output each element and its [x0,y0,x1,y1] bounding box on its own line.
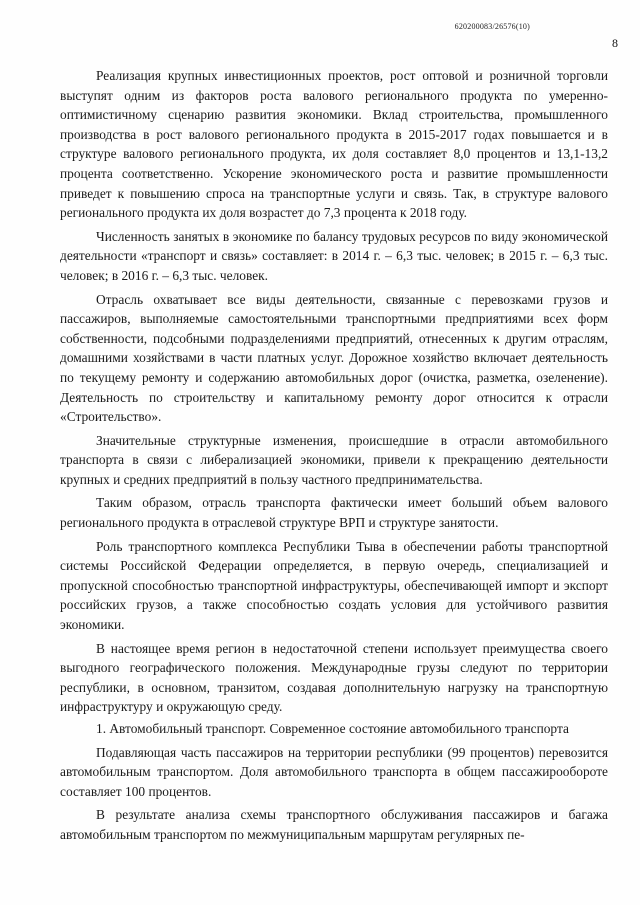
paragraph: Отрасль охватывает все виды деятельности, связанные с перевозками грузов и пассажиров, выполняемые самостоятельными транспортными предприятиями всех форм собственности, подсобными подразделениями предприятий, отнесенных к другим отраслям, домашними хозяйствами в части платных услуг. Дорожное хозяйство включает деятельность по текущему ремонту и содержанию автомобильных дорог (очистка, разметка, озеленение). Деятельность по строительству и капитальному ремонту дорог относится к отрасли «Строительство». [60,291,608,425]
paragraph: Значительные структурные изменения, происшедшие в отрасли автомобильного транспорта в связи с либерализацией экономики, привели к прекращению деятельности крупных и средних предприятий в пользу частного предпринимательства. [60,432,608,487]
document-body [60,66,608,845]
paragraph: Подавляющая часть пассажиров на территории республики (99 процентов) перевозится автомобильным транспортом. Доля автомобильного транспорта в общем пассажирообороте составляет 100 процентов. [60,744,608,799]
paragraph: В настоящее время регион в недостаточной степени использует преимущества своего выгодного географического положения. Международные грузы следуют по территории республики, в основном, транзитом, создавая дополнительную нагрузку на транспортную инфраструктуру и окружающую среду. [60,640,608,715]
section-heading: 1. Автомобильный транспорт. Современное состояние автомобильного транспорта [96,721,569,736]
paragraph: Роль транспортного комплекса Республики Тыва в обеспечении работы транспортной системы Российской Федерации определяется, в первую очередь, специализацией и пропускной способностью транспортной инфраструктуры, обеспечивающей импорт и экспорт российских грузов, а также способностью создать условия для устойчивого развития экономики. [60,538,608,633]
paragraph: Численность занятых в экономике по балансу трудовых ресурсов по виду экономической деятельности «транспорт и связь» составляет: в 2014 г. – 6,3 тыс. человек; в 2015 г. – 6,3 тыс. человек; в 2016 г. – 6,3 тыс. человек. [60,228,608,283]
document-id: 620200083/26576(10) [454,22,530,31]
paragraph: Реализация крупных инвестиционных проектов, рост оптовой и розничной торговли выступят одним из факторов роста валового регионального продукта по умеренно-оптимистичному сценарию развития экономики. Вклад строительства, промышленного производства в рост валового регионального продукта в 2015-2017 годах повышается и в структуре валового регионального продукта, их доля составляет 8,0 процентов и 13,1-13,2 процента соответственно. Ускорение экономического роста и развитие промышленности приведет к повышению спроса на транспортные услуги и связь. Так, в структуре валового регионального продукта их доля возрастет до 7,3 процента к 2018 году. [60,68,608,221]
paragraph: В результате анализа схемы транспортного обслуживания пассажиров и багажа автомобильным транспортом по межмуниципальным маршрутам регулярных пе- [60,807,608,842]
page-number: 8 [612,36,618,50]
paragraph: Таким образом, отрасль транспорта фактически имеет больший объем валового регионального продукта в отраслевой структуре ВРП и структуре занятости. [60,495,608,531]
